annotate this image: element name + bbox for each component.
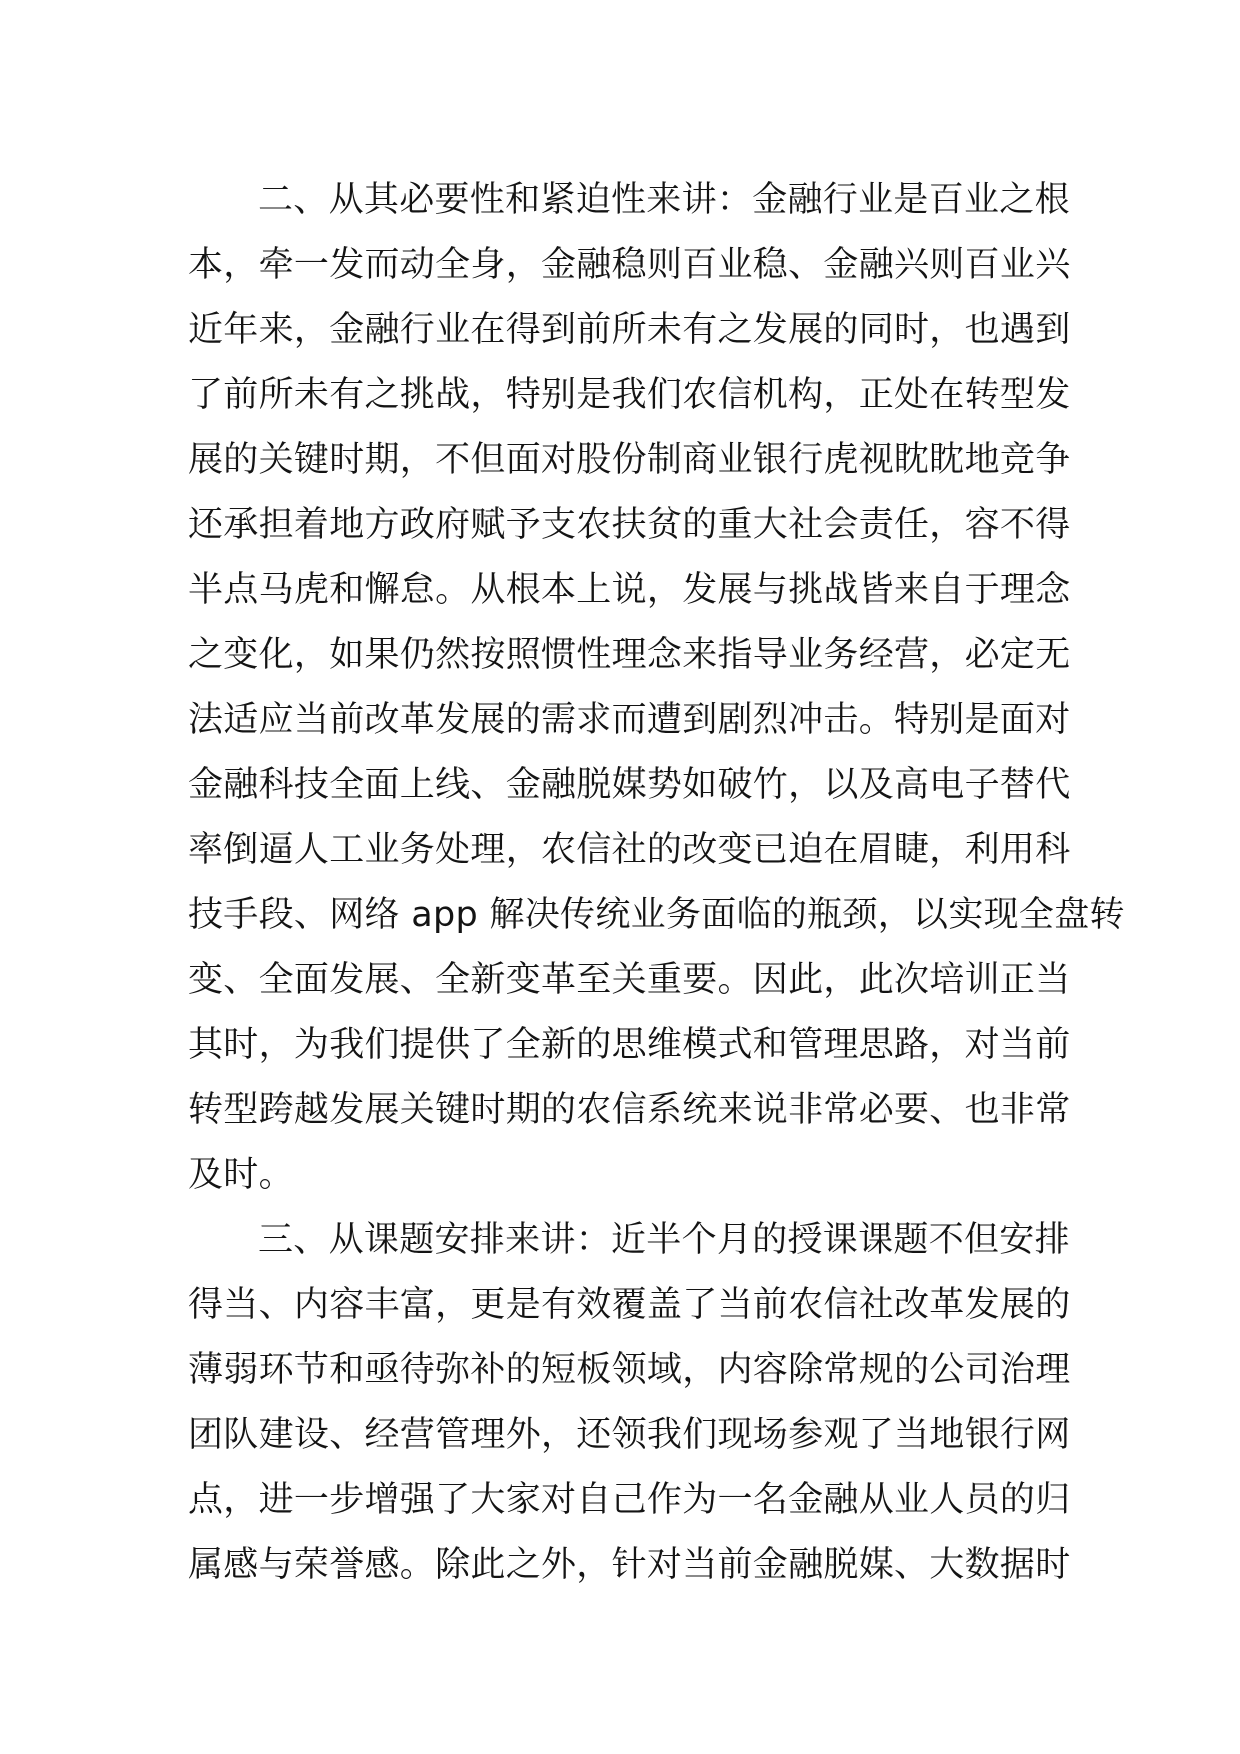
paragraph-3-line-2: 得当、内容丰富，更是有效覆盖了当前农信社改革发展的 [188, 1285, 1071, 1325]
paragraph-2-line-7: 半点马虎和懈怠。从根本上说，发展与挑战皆来自于理念 [188, 570, 1071, 610]
paragraph-2-line-3: 近年来，金融行业在得到前所未有之发展的同时，也遇到 [188, 310, 1071, 350]
paragraph-2-line-14: 其时，为我们提供了全新的思维模式和管理思路，对当前 [188, 1025, 1071, 1065]
paragraph-3-line-5: 点，进一步增强了大家对自己作为一名金融从业人员的归 [188, 1480, 1071, 1520]
paragraph-2-line-13: 变、全面发展、全新变革至关重要。因此，此次培训正当 [188, 960, 1071, 1000]
document-body [188, 168, 1125, 1598]
paragraph-3-line-1: 三、从课题安排来讲：近半个月的授课课题不但安排 [258, 1220, 1070, 1260]
paragraph-2-line-12: 技手段、网络 app 解决传统业务面临的瓶颈，以实现全盘转 [188, 895, 1125, 935]
paragraph-2-line-15: 转型跨越发展关键时期的农信系统来说非常必要、也非常 [188, 1090, 1071, 1130]
paragraph-2-line-8: 之变化，如果仍然按照惯性理念来指导业务经营，必定无 [188, 635, 1071, 675]
paragraph-2-line-11: 率倒逼人工业务处理，农信社的改变已迫在眉睫，利用科 [188, 830, 1071, 870]
paragraph-2-line-9: 法适应当前改革发展的需求而遭到剧烈冲击。特别是面对 [188, 700, 1071, 740]
paragraph-3-line-4: 团队建设、经营管理外，还领我们现场参观了当地银行网 [188, 1415, 1071, 1455]
paragraph-2-line-6: 还承担着地方政府赋予支农扶贫的重大社会责任，容不得 [188, 505, 1071, 545]
paragraph-2-line-16: 及时。 [188, 1155, 294, 1195]
paragraph-2-line-1: 二、从其必要性和紧迫性来讲：金融行业是百业之根 [258, 180, 1070, 220]
paragraph-2-line-2: 本，牵一发而动全身，金融稳则百业稳、金融兴则百业兴 [188, 245, 1071, 285]
paragraph-2-line-10: 金融科技全面上线、金融脱媒势如破竹，以及高电子替代 [188, 765, 1071, 805]
paragraph-3-line-3: 薄弱环节和亟待弥补的短板领域，内容除常规的公司治理 [188, 1350, 1071, 1390]
paragraph-3-line-6: 属感与荣誉感。除此之外，针对当前金融脱媒、大数据时 [188, 1545, 1071, 1585]
paragraph-2-line-5: 展的关键时期，不但面对股份制商业银行虎视眈眈地竞争 [188, 440, 1071, 480]
paragraph-2-line-4: 了前所未有之挑战，特别是我们农信机构，正处在转型发 [188, 375, 1071, 415]
